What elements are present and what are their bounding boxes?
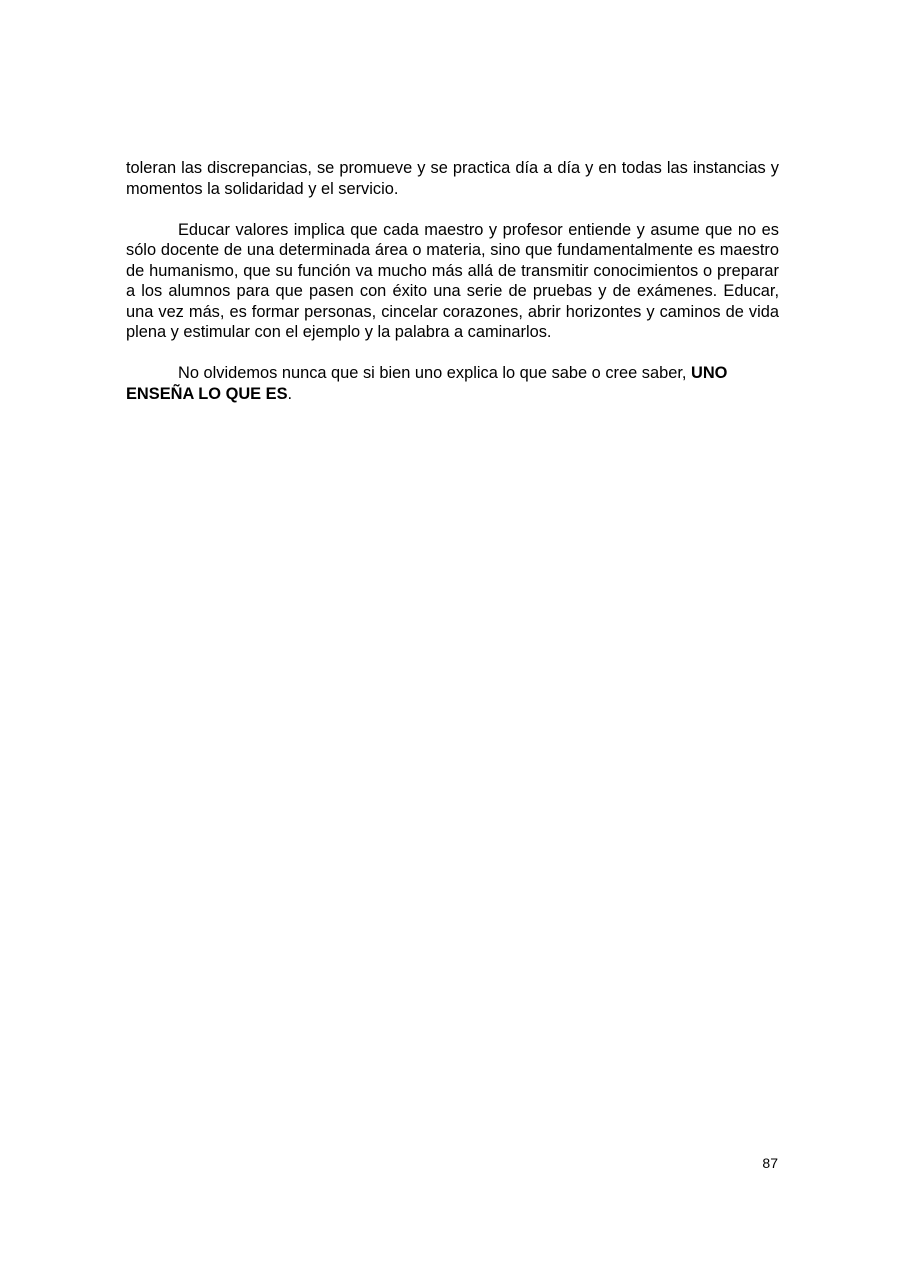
body-text — [126, 158, 779, 425]
paragraph-3-emphasis: UNO ENSEÑA LO QUE ES — [126, 364, 728, 403]
paragraph-3 — [126, 363, 779, 404]
page-number: 87 — [762, 1155, 778, 1171]
paragraph-1: toleran las discrepancias, se promueve y se practica día a día y en todas las instancias y momentos la solidaridad y el servicio. — [126, 159, 779, 198]
paragraph-2: Educar valores implica que cada maestro y profesor entiende y asume que no es sólo docente de una determinada área o materia, sino que fundamentalmente es maestro de humanismo, que su función va mucho más allá de transmitir conocimientos o preparar a los alumnos para que pasen con éxito una serie de pruebas y de exámenes. Educar, una vez más, es formar personas, cincelar corazones, abrir horizontes y caminos de vida plena y estimular con el ejemplo y la palabra a caminarlos. — [126, 220, 779, 341]
paragraph-3-period: . — [287, 384, 293, 403]
paragraph-3-text: No olvidemos nunca que si bien uno explica lo que sabe o cree saber, — [178, 364, 691, 382]
